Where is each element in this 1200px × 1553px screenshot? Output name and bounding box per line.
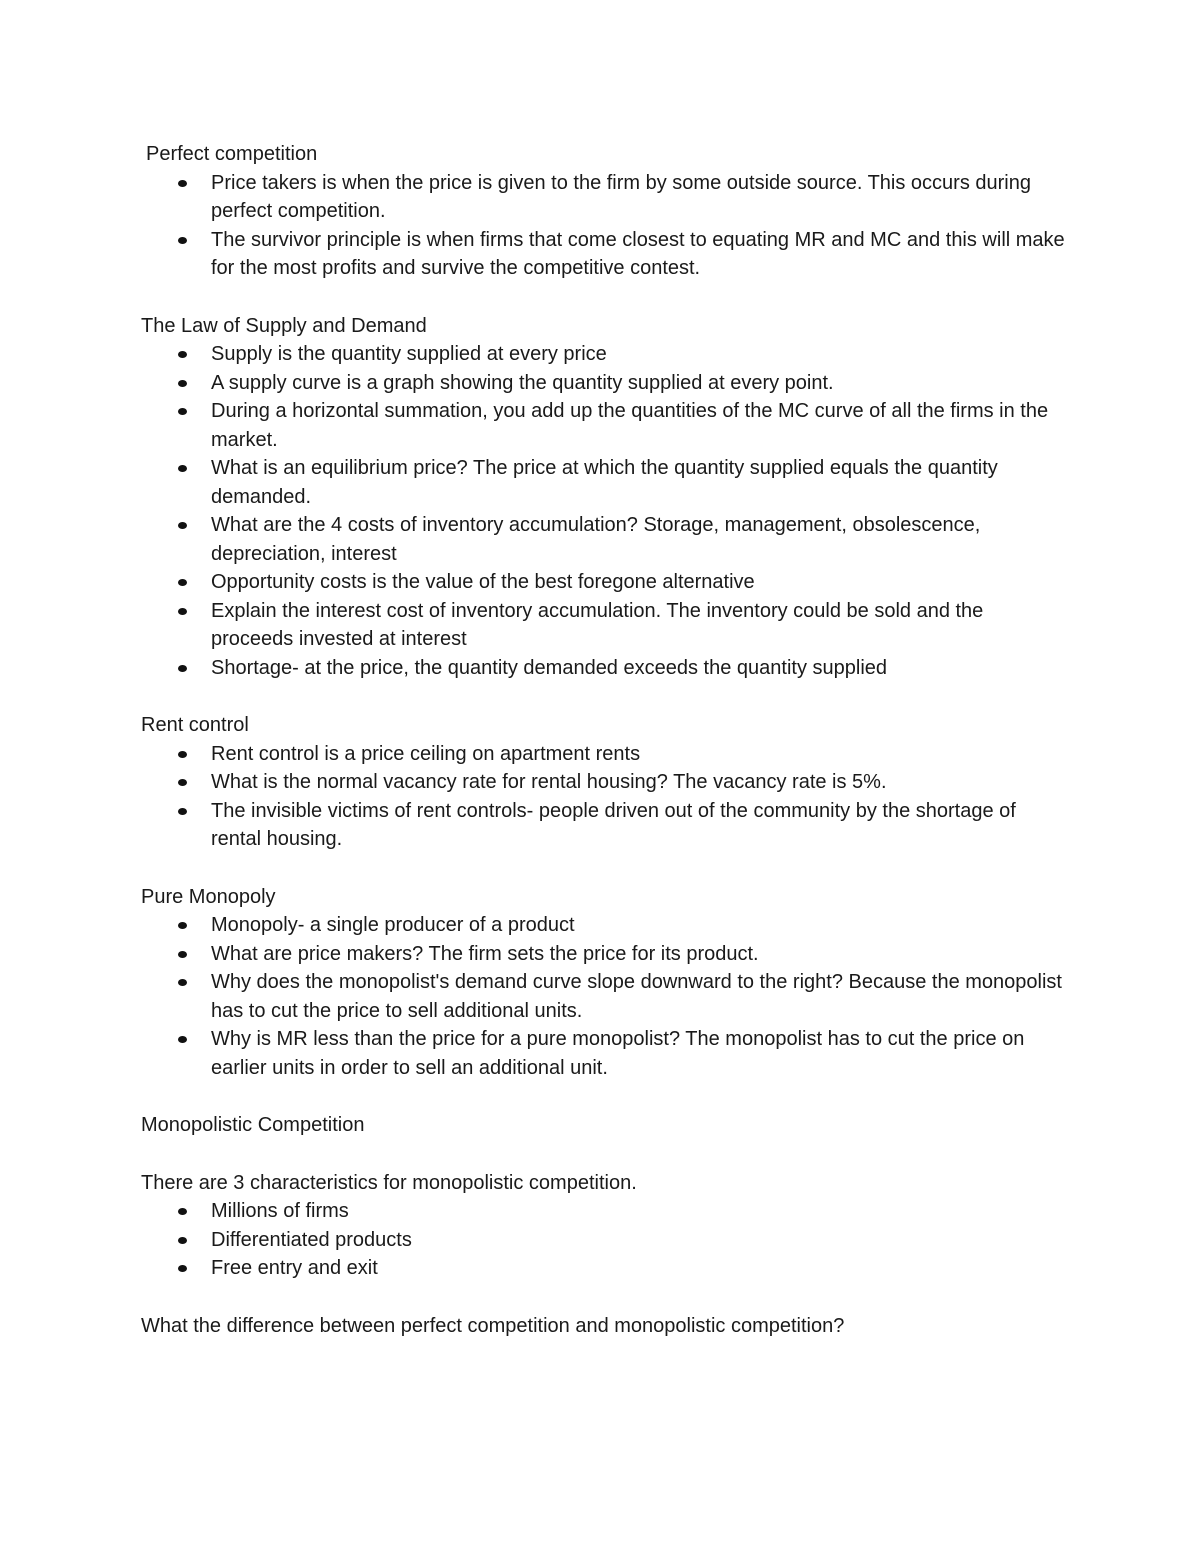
bullet-icon: [178, 951, 187, 958]
list-item: The invisible victims of rent controls- people driven out of the community by the shortage of rental housing.: [141, 797, 1071, 854]
bullet-icon: [178, 408, 187, 415]
section-monopolistic-characteristics: [141, 1169, 1071, 1283]
bullet-icon: [178, 522, 187, 529]
list-item: What is the normal vacancy rate for rental housing? The vacancy rate is 5%.: [141, 768, 1071, 797]
bullet-icon: [178, 1237, 187, 1244]
list-item: What is an equilibrium price? The price at which the quantity supplied equals the quantity demanded.: [141, 454, 1071, 511]
bullet-icon: [178, 1036, 187, 1043]
list-item: Why does the monopolist's demand curve slope downward to the right? Because the monopolist has to cut the price to sell additional units.: [141, 968, 1071, 1025]
bullet-list-perfect-competition: [141, 169, 1071, 283]
bullet-list-pure-monopoly: [141, 911, 1071, 1082]
section-rent-control: [141, 711, 1071, 854]
section-heading-supply-demand: The Law of Supply and Demand: [141, 314, 427, 337]
bullet-icon: [178, 751, 187, 758]
list-item: Shortage- at the price, the quantity demanded exceeds the quantity supplied: [141, 654, 1071, 683]
section-heading-perfect-competition: Perfect competition: [146, 143, 318, 165]
list-item: Millions of firms: [141, 1197, 1071, 1226]
bullet-icon: [178, 351, 187, 358]
bullet-icon: [178, 1265, 187, 1272]
section-heading-rent-control: Rent control: [141, 714, 249, 736]
list-item: Supply is the quantity supplied at every price: [141, 340, 1071, 369]
section-monopolistic-competition: [141, 1111, 1071, 1140]
bullet-list-rent-control: [141, 740, 1071, 854]
bullet-icon: [178, 608, 187, 615]
difference-question: What the difference between perfect competition and monopolistic competition?: [141, 1314, 845, 1337]
section-difference-question: [141, 1312, 1071, 1341]
list-item: Why is MR less than the price for a pure monopolist? The monopolist has to cut the price on earlier units in order to sell an additional unit.: [141, 1025, 1071, 1082]
list-item: A supply curve is a graph showing the quantity supplied at every point.: [141, 369, 1071, 398]
bullet-list-supply-demand: [141, 340, 1071, 682]
bullet-icon: [178, 922, 187, 929]
bullet-icon: [178, 808, 187, 815]
list-item: Monopoly- a single producer of a product: [141, 911, 1071, 940]
list-item: Price takers is when the price is given to the firm by some outside source. This occurs during perfect competition.: [141, 169, 1071, 226]
bullet-icon: [178, 237, 187, 244]
list-item: What are the 4 costs of inventory accumulation? Storage, management, obsolescence, depreciation, interest: [141, 511, 1071, 568]
list-item: What are price makers? The firm sets the price for its product.: [141, 940, 1071, 969]
bullet-icon: [178, 380, 187, 387]
list-item: Free entry and exit: [141, 1254, 1071, 1283]
list-item: During a horizontal summation, you add up the quantities of the MC curve of all the firms in the market.: [141, 397, 1071, 454]
section-pure-monopoly: [141, 883, 1071, 1083]
list-item: The survivor principle is when firms that come closest to equating MR and MC and this will make for the most profits and survive the competitive contest.: [141, 226, 1071, 283]
bullet-icon: [178, 180, 187, 187]
characteristics-intro: There are 3 characteristics for monopolistic competition.: [141, 1171, 637, 1194]
section-supply-demand: [141, 312, 1071, 683]
document-page: [141, 140, 1071, 1340]
section-heading-monopolistic-competition: Monopolistic Competition: [141, 1114, 365, 1136]
bullet-icon: [178, 465, 187, 472]
list-item: Rent control is a price ceiling on apartment rents: [141, 740, 1071, 769]
bullet-icon: [178, 1208, 187, 1215]
bullet-icon: [178, 779, 187, 786]
bullet-list-characteristics: [141, 1197, 1071, 1283]
list-item: Explain the interest cost of inventory accumulation. The inventory could be sold and the proceeds invested at interest: [141, 597, 1071, 654]
bullet-icon: [178, 979, 187, 986]
bullet-icon: [178, 579, 187, 586]
bullet-icon: [178, 665, 187, 672]
section-heading-pure-monopoly: Pure Monopoly: [141, 885, 276, 908]
list-item: Opportunity costs is the value of the best foregone alternative: [141, 568, 1071, 597]
list-item: Differentiated products: [141, 1226, 1071, 1255]
